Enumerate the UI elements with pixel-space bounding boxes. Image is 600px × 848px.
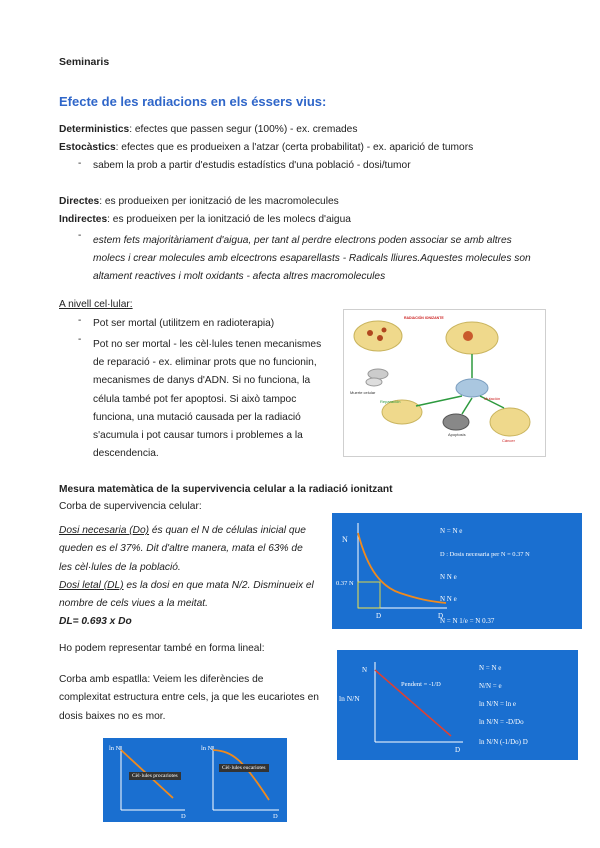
section-title: Seminaris [59, 56, 110, 68]
dosi-letal-text: es la dosi en que mata N/2. Disminueix el [123, 579, 314, 591]
g1-ylabel: N [342, 535, 348, 544]
dosi-necesaria-line: les cèl·lules de la població. [59, 561, 181, 573]
g2-y0: N [362, 666, 368, 674]
dosi-necesaria-term: Dosi necesaria (Do) [59, 525, 150, 536]
cellular-bullet-line: mecanismes de danys d'ADN. Si no funciona, la [93, 375, 311, 387]
prokaryote-label: Cèl·lules procariotes [129, 772, 181, 780]
figure-label: Apoptosis [448, 432, 466, 437]
figure-label: Reparación [380, 399, 401, 404]
g3-xlabel: D [181, 813, 186, 820]
espatlla-block [59, 671, 319, 726]
g2-eq5: ln N/N (-1/Do) D [479, 738, 528, 746]
g3-ylabel: ln N [109, 745, 121, 752]
cellular-bullet-line: funciona, una mutació causada per la radiació [93, 411, 301, 423]
g2-xlabel: D [455, 746, 461, 754]
cellular-effects-figure [343, 309, 546, 457]
dosi-block [59, 522, 314, 632]
page-heading: Efecte de les radiacions en els éssers vius: [59, 94, 327, 109]
cellular-bullet-2 [93, 336, 321, 463]
deterministic-line [59, 123, 357, 136]
g1-eq3: N N e [440, 573, 457, 581]
directes-line [59, 195, 339, 208]
bullet-dash: - [78, 230, 82, 241]
g2-eq2: N/N = e [479, 682, 502, 690]
estocastic-bullet: sabem la prob a partir d'estudis estadístics d'una població - dosi/tumor [93, 160, 411, 171]
indirectes-bullet-line: altament reactives i molt oxidants - afecta altres macromolecules [93, 271, 386, 282]
cellular-bullet-line: s'acumula i pot causar tumors i problemes a la [93, 430, 303, 442]
g1-y37: 0.37 N [336, 580, 354, 587]
bullet-dash: - [78, 315, 82, 326]
cellular-bullet-line: célula també pot fer apoptosi. Si això tampoc [93, 393, 297, 405]
dosi-letal-line: nombre de cels viues a la meitat. [59, 598, 208, 610]
g1-x0: D [376, 612, 382, 620]
shoulder-curves-panel [103, 738, 287, 822]
g3-ylabel: ln N [201, 745, 213, 752]
espatlla-line: Corba amb espatlla: Veiem les diferències de [59, 674, 264, 685]
deterministic-text: : efectes que passen segur (100%) - ex. cremades [129, 124, 358, 135]
bullet-dash: - [78, 334, 82, 345]
dosi-necesaria-text: és quan el N de células inicial que [149, 525, 306, 536]
estocastic-line [59, 141, 473, 154]
survival-curve-panel [332, 513, 582, 629]
g2-eq4: ln N/N = -D/Do [479, 718, 524, 726]
g1-eq2: D : Dosis necesaria per N = 0.37 N [440, 551, 530, 558]
figure-label: Muerte celular [350, 390, 376, 395]
deterministic-term: Deterministics [59, 124, 130, 135]
lineal-text: Ho podem representar també en forma lineal: [59, 643, 265, 654]
espatlla-line: dosis baixes no es mor. [59, 710, 166, 722]
cellular-bullet-line: descendencia. [93, 448, 159, 460]
directes-text: : es produeixen per ionització de les macromolecules [99, 196, 339, 207]
indirectes-term: Indirectes [59, 214, 108, 225]
cellular-title: A nivell cel·lular: [59, 299, 133, 310]
directes-term: Directes [59, 196, 100, 207]
figure-label: Cáncer [502, 438, 515, 443]
g2-eq3: ln N/N = ln e [479, 700, 516, 708]
indirectes-bullet [93, 232, 531, 286]
g3-xlabel: D [273, 813, 278, 820]
espatlla-line: complexitat estructura entre cels, ja que les eucariotes en [59, 692, 319, 704]
g2-slope: Pendent = -1/D [401, 681, 441, 688]
cellular-bullet-line: Pot no ser mortal - les cèl·lules tenen mecanismes [93, 339, 322, 350]
dosi-necesaria-line: queden es el 37%. Dit d'altre manera, mata el 63% de [59, 543, 303, 555]
g1-eq4: N N e [440, 595, 457, 603]
indirectes-line [59, 213, 351, 226]
dosi-letal-term: Dosi letal (DL) [59, 579, 124, 591]
indirectes-text: : es produeixen per la ionització de les molecs d'aigua [107, 214, 351, 225]
figure-label: Mutación [484, 396, 501, 401]
mesura-subtitle: Corba de supervivencia celular: [59, 501, 202, 512]
g1-xlabel: D [438, 612, 444, 620]
g2-ylabel: ln N/N [339, 694, 360, 703]
estocastic-text: : efectes que es produeixen a l'atzar (certa probabilitat) - ex. aparició de tumors [115, 142, 474, 153]
indirectes-bullet-line: estem fets majoritàriament d'aigua, per tant al perdre electrons poden associar se amb altres [93, 235, 512, 246]
mesura-title: Mesura matemàtica de la supervivencia celular a la radiació ionitzant [59, 484, 393, 495]
g1-eq1: N = N e [440, 527, 463, 535]
dl-formula: DL= 0.693 x Do [59, 616, 132, 628]
eukaryote-label: Cèl·lules eucariotes [219, 764, 269, 772]
figure-label: RADIACIÓN IONIZANTE [404, 316, 444, 320]
g2-eq1: N = N e [479, 664, 502, 672]
g1-eq5: N = N 1/e = N 0.37 [440, 617, 495, 625]
linear-survival-panel [337, 650, 578, 760]
indirectes-bullet-line: molecs i crear molecules amb elcectrons esaparellasts - Radicals lliures.Aquestes molecules son [93, 253, 531, 264]
cellular-bullet-1: Pot ser mortal (utilitzem en radioterapia) [93, 318, 275, 329]
bullet-dash: - [78, 158, 82, 169]
estocastic-term: Estocàstics [59, 142, 116, 153]
cellular-bullet-line: de reparació - ex. eliminar prots que no funcionin, [93, 357, 317, 369]
